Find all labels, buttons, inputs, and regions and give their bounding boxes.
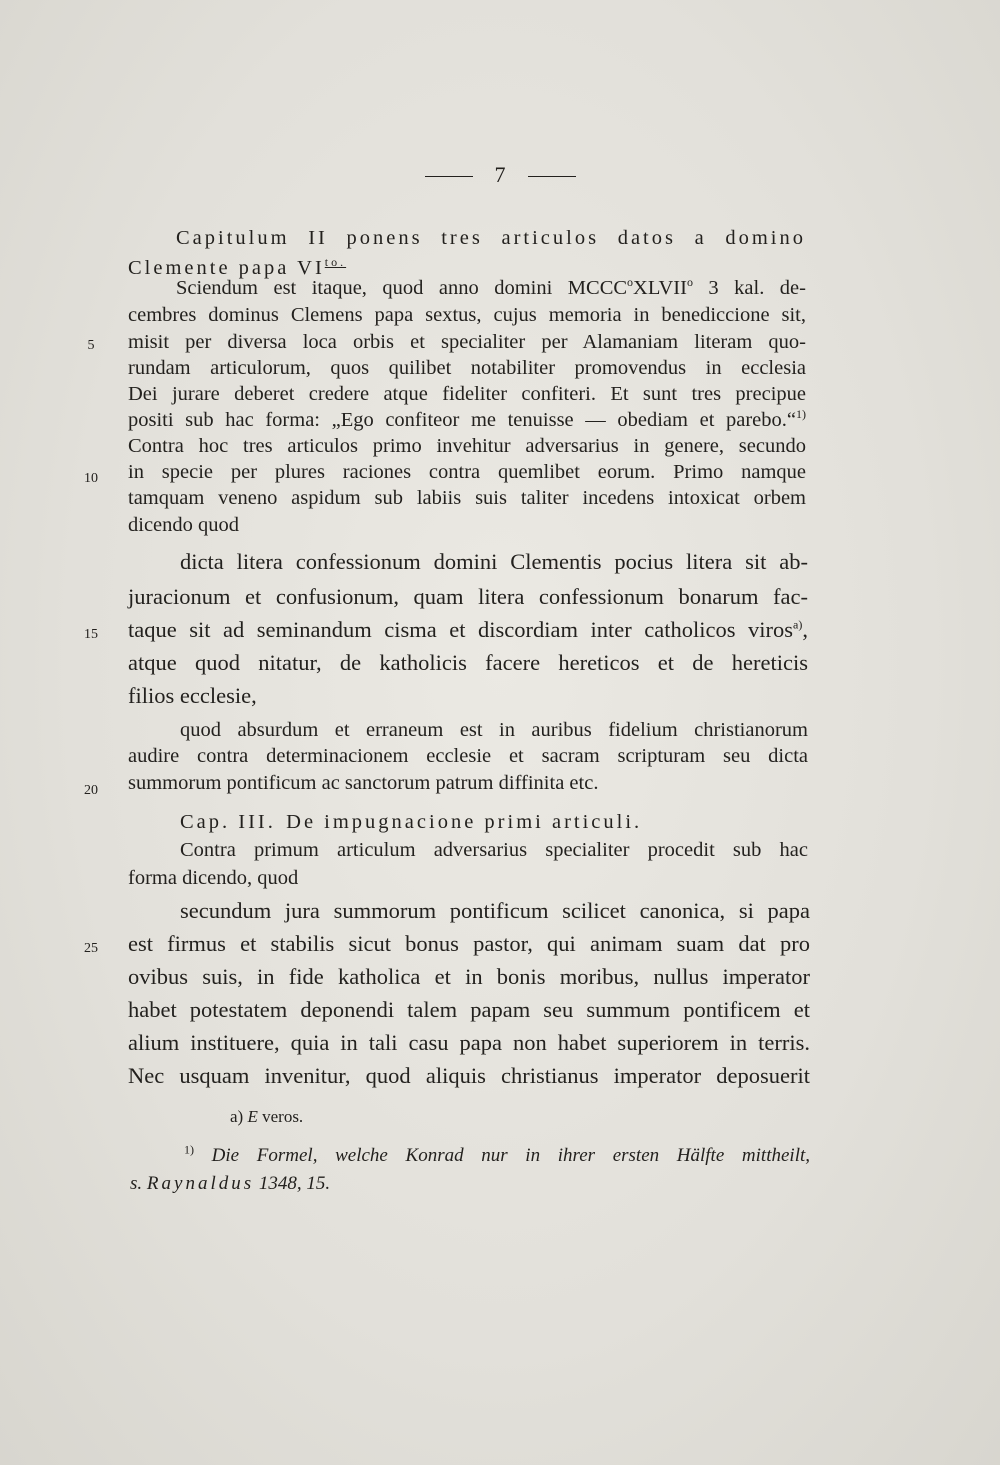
line-number-20: 20 [84,783,98,798]
paragraph-2-line-3: summorum pontificum ac sanctorum patrum diffinita etc. [128,772,599,794]
quote-2-line-5: alium instituere, quia in tali casu papa non habet superiorem in terris. [128,1030,810,1055]
quote-2-line-1: secundum jura summorum pontificum scilicet canonica, si papa [180,898,810,923]
quote-2-line-6: Nec usquam invenitur, quod aliquis christianus imperator deposuerit [128,1063,810,1088]
quote-2-line-2: est firmus et stabilis sicut bonus pastor, qui animam suam dat pro [128,931,810,956]
folio-rule-left [425,176,473,177]
paragraph-1-line-10: dicendo quod [128,514,240,536]
variant-note: a) E veros. [230,1107,304,1126]
quote-2-line-3: ovibus suis, in fide katholica et in bonis moribus, nullus imperator [128,964,810,989]
quote-1-line-2: juracionum et confusionum, quam litera confessionum bonarum fac- [128,584,808,609]
line-number-15: 15 [84,627,98,642]
paragraph-1-line-5: Dei jurare deberet credere atque fideliter confiteri. Et sunt tres precipue [128,383,806,405]
chapter-2-title-line-1: Capitulum II ponens tres articulos datos a domino [176,227,806,249]
line-number-10: 10 [84,471,98,486]
paragraph-1-line-2: cembres dominus Clemens papa sextus, cujus memoria in benediccione sit, [128,304,806,326]
quote-1-line-5: filios ecclesie, [128,683,257,708]
paragraph-1-line-6: positi sub hac forma: „Ego confiteor me tenuisse — obediam et parebo.“$^{1)}$ [128,407,806,431]
paragraph-1-line-4: rundam articulorum, quos quilibet notabiliter promovendus in ecclesia [128,357,806,379]
folio-rule-right [528,176,576,177]
chapter-2-title-line-2: Clemente papa $VI^{to.}$ [128,255,347,279]
paragraph-1-line-9: tamquam veneno aspidum sub labiis suis taliter incedens intoxicat orbem [128,487,806,509]
paragraph-1-line-7: Contra hoc tres articulos primo invehitur adversarius in genere, secundo [128,435,806,457]
paragraph-2-line-2: audire contra determinacionem ecclesie et sacram scripturam seu dicta [128,745,808,767]
page-number: 7 [0,162,1000,188]
paragraph-2-line-1: quod absurdum et erraneum est in auribus fidelium christianorum [180,719,808,741]
quote-1-line-4: atque quod nitatur, de katholicis facere hereticos et de hereticis [128,650,808,675]
quote-1-line-3: taque sit ad seminandum cisma et discordiam inter catholicos viros$^{a)}$, [128,617,808,642]
paragraph-1-line-8: in specie per plures raciones contra quemlibet eorum. Primo namque [128,461,806,483]
quote-2-line-4: habet potestatem deponendi talem papam seu summum pontificem et [128,997,810,1022]
chapter-3-heading: Cap. III. De impugnacione primi articuli. [180,811,643,833]
paragraph-1-line-1: Sciendum est itaque, quod anno domini MCCC$^o$XLVII$^o$ 3 kal. de- [176,275,806,299]
footnote-line-1: $^{1)}$ Die Formel, welche Konrad nur in ihrer ersten Hälfte mittheilt, [184,1142,811,1166]
line-number-5: 5 [87,338,95,353]
chapter-3-line-1: Contra primum articulum adversarius specialiter procedit sub hac [180,839,808,861]
paragraph-1-line-3: misit per diversa loca orbis et specialiter per Alamaniam literam quo- [128,331,806,353]
chapter-3-line-2: forma dicendo, quod [128,867,299,889]
quote-1-line-1: dicta litera confessionum domini Clementis pocius litera sit ab- [180,549,808,574]
footnote-line-2: s. Raynaldus 1348, 15. [130,1173,331,1194]
line-number-25: 25 [84,941,98,956]
